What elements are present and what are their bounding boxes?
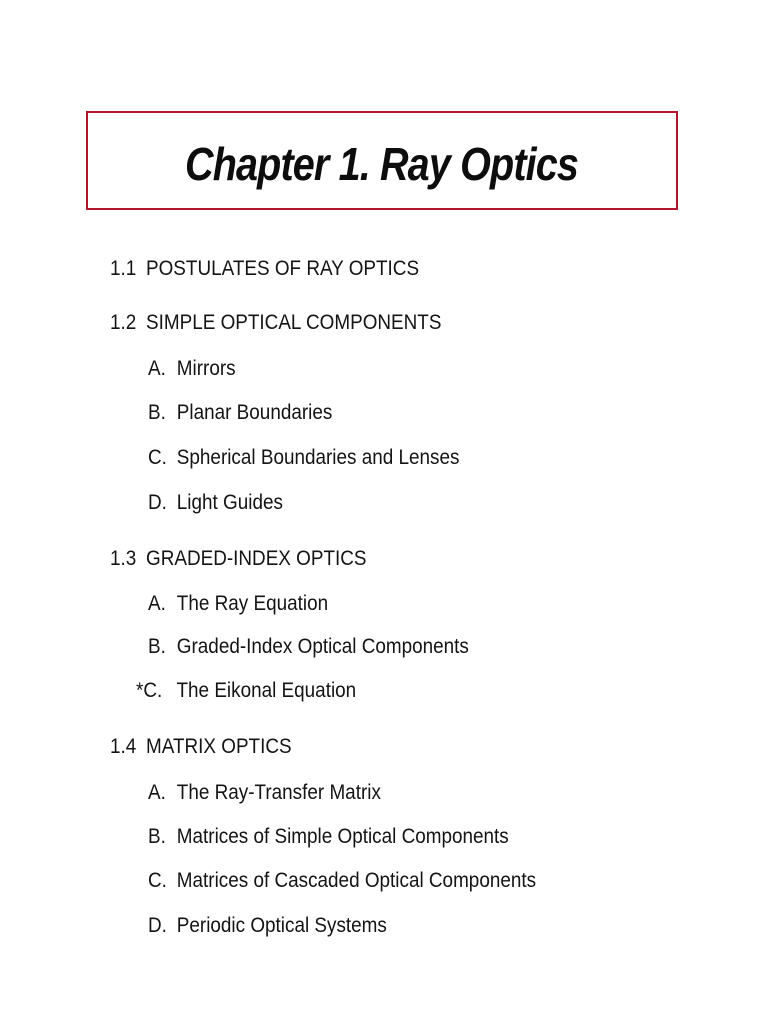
section-title: POSTULATES OF RAY OPTICS <box>146 257 420 280</box>
item-title: The Ray Equation <box>176 592 329 615</box>
section-title: MATRIX OPTICS <box>146 735 292 758</box>
section-title: GRADED-INDEX OPTICS <box>146 547 367 570</box>
item-letter: A. <box>148 357 166 380</box>
section-number: 1.1 <box>110 257 137 280</box>
item-title: The Ray-Transfer Matrix <box>176 781 381 804</box>
item-title: Spherical Boundaries and Lenses <box>176 446 460 469</box>
item-letter: C. <box>148 446 167 469</box>
section-title: SIMPLE OPTICAL COMPONENTS <box>146 311 442 334</box>
item-letter: D. <box>148 914 167 937</box>
item-letter: B. <box>148 401 166 424</box>
section-number: 1.4 <box>110 735 137 758</box>
item-title: Light Guides <box>176 491 283 514</box>
item-title: Graded-Index Optical Components <box>176 635 469 658</box>
section-number: 1.2 <box>110 311 137 334</box>
chapter-title: Chapter 1. Ray Optics <box>185 137 579 190</box>
item-letter: A. <box>148 592 166 615</box>
item-letter: A. <box>148 781 166 804</box>
item-title: Planar Boundaries <box>176 401 333 424</box>
section-number: 1.3 <box>110 547 137 570</box>
item-letter: B. <box>148 635 166 658</box>
item-title: Matrices of Simple Optical Components <box>176 825 509 848</box>
item-title: Periodic Optical Systems <box>176 914 387 937</box>
item-letter: C. <box>148 869 167 892</box>
item-title: Mirrors <box>176 357 236 380</box>
item-title: Matrices of Cascaded Optical Components <box>176 869 537 892</box>
item-letter: *C. <box>136 679 163 702</box>
item-title: The Eikonal Equation <box>176 679 357 702</box>
item-letter: D. <box>148 491 167 514</box>
item-letter: B. <box>148 825 166 848</box>
